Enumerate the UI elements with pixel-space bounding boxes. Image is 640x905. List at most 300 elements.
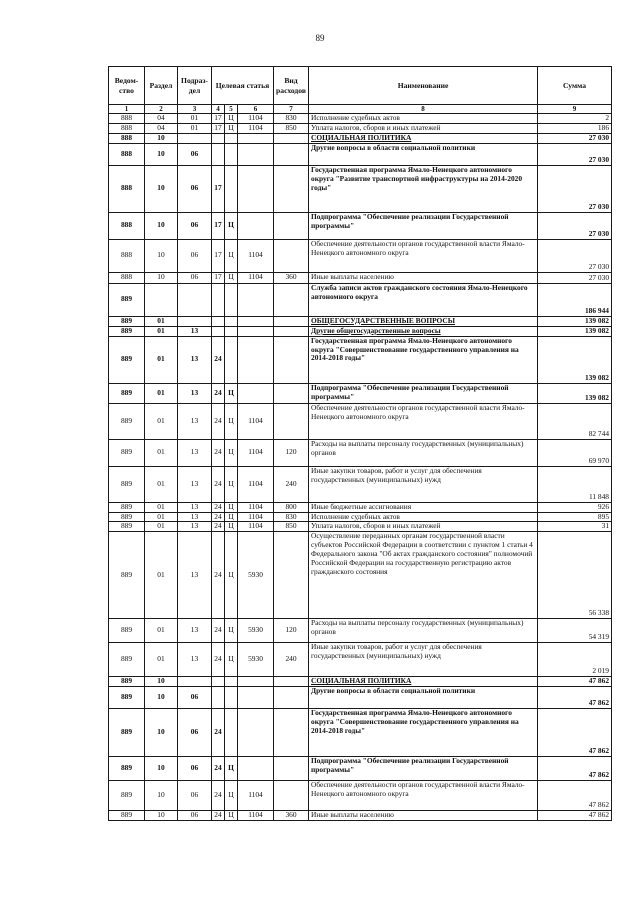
table-row xyxy=(109,466,612,502)
column-number: 5 xyxy=(225,105,238,114)
table-row xyxy=(109,114,612,124)
cell-razdel: 01 xyxy=(145,383,178,403)
table-row xyxy=(109,677,612,687)
cell-vid-rashodov: 120 xyxy=(274,619,309,643)
cell-podrazdel: 13 xyxy=(178,502,212,512)
cell-summa: 27 030 xyxy=(538,212,612,239)
cell-program: 17 xyxy=(212,114,225,124)
cell-vedomstvo: 889 xyxy=(109,403,145,439)
cell-direction: 1104 xyxy=(238,811,274,821)
cell-podrazdel: 01 xyxy=(178,123,212,133)
header-razdel: Раздел xyxy=(145,67,178,105)
cell-subprogram: Ц xyxy=(225,403,238,439)
cell-razdel: 01 xyxy=(145,512,178,522)
cell-podrazdel: 06 xyxy=(178,687,212,709)
table-row xyxy=(109,403,612,439)
cell-vid-rashodov: 240 xyxy=(274,643,309,677)
cell-vid-rashodov xyxy=(274,677,309,687)
cell-summa: 139 082 xyxy=(538,316,612,326)
cell-naimenovanie: Расходы на выплаты персоналу государственных (муниципальных) органов xyxy=(309,619,538,643)
cell-program: 24 xyxy=(212,502,225,512)
cell-podrazdel xyxy=(178,283,212,316)
cell-razdel: 01 xyxy=(145,466,178,502)
table-row xyxy=(109,619,612,643)
cell-program: 24 xyxy=(212,532,225,619)
cell-program: 24 xyxy=(212,781,225,811)
header-summa: Сумма xyxy=(538,67,612,105)
header-naimenovanie: Наименование xyxy=(309,67,538,105)
table-row xyxy=(109,283,612,316)
column-number: 3 xyxy=(178,105,212,114)
cell-naimenovanie: СОЦИАЛЬНАЯ ПОЛИТИКА xyxy=(309,133,538,143)
cell-program: 17 xyxy=(212,239,225,272)
cell-podrazdel: 06 xyxy=(178,709,212,757)
cell-subprogram: Ц xyxy=(225,522,238,532)
cell-program: 17 xyxy=(212,272,225,283)
cell-vedomstvo: 888 xyxy=(109,165,145,212)
cell-summa: 27 030 xyxy=(538,165,612,212)
cell-razdel: 10 xyxy=(145,677,178,687)
cell-vedomstvo: 888 xyxy=(109,239,145,272)
cell-vid-rashodov: 240 xyxy=(274,466,309,502)
cell-direction xyxy=(238,383,274,403)
cell-vid-rashodov: 120 xyxy=(274,439,309,466)
cell-summa: 11 848 xyxy=(538,466,612,502)
cell-direction: 5930 xyxy=(238,619,274,643)
table-row xyxy=(109,687,612,709)
cell-vedomstvo: 889 xyxy=(109,643,145,677)
table-row xyxy=(109,757,612,781)
cell-summa: 47 862 xyxy=(538,687,612,709)
cell-direction: 1104 xyxy=(238,781,274,811)
cell-razdel: 10 xyxy=(145,687,178,709)
table-row xyxy=(109,133,612,143)
cell-vid-rashodov xyxy=(274,757,309,781)
cell-subprogram: Ц xyxy=(225,212,238,239)
column-number-row xyxy=(109,105,612,114)
cell-razdel: 10 xyxy=(145,272,178,283)
cell-direction xyxy=(238,133,274,143)
cell-program xyxy=(212,316,225,326)
cell-razdel: 10 xyxy=(145,709,178,757)
cell-subprogram: Ц xyxy=(225,532,238,619)
cell-subprogram: Ц xyxy=(225,781,238,811)
cell-podrazdel: 13 xyxy=(178,512,212,522)
cell-razdel: 10 xyxy=(145,143,178,165)
table-row xyxy=(109,212,612,239)
cell-razdel: 01 xyxy=(145,522,178,532)
cell-summa: 926 xyxy=(538,502,612,512)
cell-program: 24 xyxy=(212,709,225,757)
cell-vedomstvo: 889 xyxy=(109,781,145,811)
cell-direction xyxy=(238,336,274,383)
cell-vid-rashodov xyxy=(274,383,309,403)
cell-vid-rashodov xyxy=(274,165,309,212)
cell-vedomstvo: 889 xyxy=(109,512,145,522)
cell-summa: 47 862 xyxy=(538,781,612,811)
cell-naimenovanie: Уплата налогов, сборов и иных платежей xyxy=(309,123,538,133)
cell-direction: 1104 xyxy=(238,439,274,466)
cell-summa: 47 862 xyxy=(538,677,612,687)
header-row xyxy=(109,67,612,105)
cell-direction xyxy=(238,143,274,165)
cell-direction: 1104 xyxy=(238,522,274,532)
header-vid-rashodov: Вид расходов xyxy=(274,67,309,105)
column-number: 8 xyxy=(309,105,538,114)
cell-vid-rashodov xyxy=(274,326,309,336)
cell-summa: 2 019 xyxy=(538,643,612,677)
cell-program: 17 xyxy=(212,212,225,239)
cell-program: 24 xyxy=(212,522,225,532)
cell-program xyxy=(212,687,225,709)
cell-summa: 69 970 xyxy=(538,439,612,466)
cell-direction: 1104 xyxy=(238,466,274,502)
cell-vedomstvo: 889 xyxy=(109,383,145,403)
cell-razdel: 10 xyxy=(145,757,178,781)
cell-podrazdel: 13 xyxy=(178,522,212,532)
cell-razdel: 10 xyxy=(145,165,178,212)
cell-vid-rashodov xyxy=(274,239,309,272)
cell-summa: 186 944 xyxy=(538,283,612,316)
cell-vedomstvo: 889 xyxy=(109,757,145,781)
cell-program xyxy=(212,143,225,165)
cell-summa: 82 744 xyxy=(538,403,612,439)
cell-program: 24 xyxy=(212,466,225,502)
cell-naimenovanie: Уплата налогов, сборов и иных платежей xyxy=(309,522,538,532)
cell-vedomstvo: 888 xyxy=(109,123,145,133)
cell-vid-rashodov xyxy=(274,336,309,383)
table-row xyxy=(109,123,612,133)
cell-naimenovanie: Исполнение судебных актов xyxy=(309,512,538,522)
cell-vedomstvo: 889 xyxy=(109,709,145,757)
cell-direction: 1104 xyxy=(238,272,274,283)
cell-vid-rashodov xyxy=(274,403,309,439)
cell-vid-rashodov xyxy=(274,532,309,619)
cell-naimenovanie: ОБЩЕГОСУДАРСТВЕННЫЕ ВОПРОСЫ xyxy=(309,316,538,326)
cell-summa: 139 082 xyxy=(538,326,612,336)
cell-subprogram xyxy=(225,133,238,143)
cell-vedomstvo: 889 xyxy=(109,439,145,466)
cell-razdel: 01 xyxy=(145,619,178,643)
cell-subprogram: Ц xyxy=(225,383,238,403)
cell-vedomstvo: 889 xyxy=(109,677,145,687)
cell-program: 17 xyxy=(212,165,225,212)
cell-summa: 54 319 xyxy=(538,619,612,643)
cell-program: 17 xyxy=(212,123,225,133)
cell-vedomstvo: 888 xyxy=(109,143,145,165)
table-row xyxy=(109,316,612,326)
header-vedomstvo: Ведом-ство xyxy=(109,67,145,105)
cell-summa: 186 xyxy=(538,123,612,133)
cell-vedomstvo: 888 xyxy=(109,272,145,283)
table-row xyxy=(109,643,612,677)
cell-subprogram: Ц xyxy=(225,643,238,677)
cell-program xyxy=(212,326,225,336)
cell-podrazdel: 06 xyxy=(178,239,212,272)
cell-direction xyxy=(238,212,274,239)
cell-vedomstvo: 889 xyxy=(109,532,145,619)
cell-podrazdel: 13 xyxy=(178,643,212,677)
cell-subprogram: Ц xyxy=(225,757,238,781)
table-row xyxy=(109,239,612,272)
cell-program: 24 xyxy=(212,403,225,439)
cell-direction xyxy=(238,757,274,781)
cell-vid-rashodov xyxy=(274,316,309,326)
cell-direction xyxy=(238,326,274,336)
cell-vedomstvo: 889 xyxy=(109,316,145,326)
cell-razdel: 10 xyxy=(145,239,178,272)
cell-subprogram xyxy=(225,143,238,165)
cell-naimenovanie: Иные закупки товаров, работ и услуг для обеспечения государственных (муниципальных) нужд xyxy=(309,466,538,502)
table-row xyxy=(109,522,612,532)
cell-program: 24 xyxy=(212,439,225,466)
table-row xyxy=(109,165,612,212)
cell-subprogram xyxy=(225,677,238,687)
table-row xyxy=(109,383,612,403)
cell-subprogram: Ц xyxy=(225,466,238,502)
table-body xyxy=(109,114,612,821)
cell-vedomstvo: 889 xyxy=(109,522,145,532)
cell-direction xyxy=(238,709,274,757)
cell-naimenovanie: Иные бюджетные ассигнования xyxy=(309,502,538,512)
cell-podrazdel: 06 xyxy=(178,272,212,283)
cell-vid-rashodov xyxy=(274,133,309,143)
cell-naimenovanie: Другие общегосударственные вопросы xyxy=(309,326,538,336)
cell-vedomstvo: 889 xyxy=(109,466,145,502)
column-number: 6 xyxy=(238,105,274,114)
cell-summa: 27 030 xyxy=(538,239,612,272)
cell-razdel: 01 xyxy=(145,326,178,336)
cell-summa: 139 082 xyxy=(538,383,612,403)
cell-vid-rashodov xyxy=(274,212,309,239)
cell-vid-rashodov xyxy=(274,143,309,165)
table-row xyxy=(109,439,612,466)
cell-vedomstvo: 889 xyxy=(109,811,145,821)
cell-subprogram xyxy=(225,336,238,383)
cell-podrazdel: 06 xyxy=(178,143,212,165)
cell-razdel xyxy=(145,283,178,316)
cell-podrazdel xyxy=(178,316,212,326)
cell-program: 24 xyxy=(212,512,225,522)
cell-vedomstvo: 889 xyxy=(109,502,145,512)
cell-podrazdel: 06 xyxy=(178,781,212,811)
cell-vedomstvo: 888 xyxy=(109,212,145,239)
cell-podrazdel: 13 xyxy=(178,326,212,336)
cell-subprogram: Ц xyxy=(225,502,238,512)
cell-subprogram: Ц xyxy=(225,811,238,821)
column-number: 4 xyxy=(212,105,225,114)
cell-podrazdel: 06 xyxy=(178,212,212,239)
cell-subprogram: Ц xyxy=(225,512,238,522)
cell-vid-rashodov: 360 xyxy=(274,272,309,283)
column-number: 9 xyxy=(538,105,612,114)
cell-direction xyxy=(238,677,274,687)
cell-naimenovanie: Подпрограмма "Обеспечение реализации Государственной программы" xyxy=(309,383,538,403)
cell-summa: 47 862 xyxy=(538,757,612,781)
cell-vid-rashodov xyxy=(274,283,309,316)
cell-razdel: 01 xyxy=(145,336,178,383)
cell-direction: 5930 xyxy=(238,643,274,677)
page-number: 89 xyxy=(315,33,325,43)
cell-naimenovanie: Иные выплаты населению xyxy=(309,272,538,283)
table-row xyxy=(109,512,612,522)
table-row xyxy=(109,326,612,336)
cell-naimenovanie: Государственная программа Ямало-Ненецкого автономного округа "Развитие транспортной инфраструктуры на 2014-2020 годы" xyxy=(309,165,538,212)
cell-naimenovanie: Иные закупки товаров, работ и услуг для обеспечения государственных (муниципальных) нужд xyxy=(309,643,538,677)
cell-direction: 1104 xyxy=(238,239,274,272)
cell-razdel: 10 xyxy=(145,781,178,811)
cell-direction: 1104 xyxy=(238,403,274,439)
cell-vid-rashodov: 360 xyxy=(274,811,309,821)
cell-summa: 27 030 xyxy=(538,143,612,165)
cell-subprogram: Ц xyxy=(225,439,238,466)
cell-direction: 1104 xyxy=(238,502,274,512)
cell-vedomstvo: 888 xyxy=(109,133,145,143)
cell-summa: 31 xyxy=(538,522,612,532)
cell-direction: 1104 xyxy=(238,512,274,522)
cell-direction xyxy=(238,687,274,709)
cell-naimenovanie: Обеспечение деятельности органов государственной власти Ямало-Ненецкого автономного округа xyxy=(309,781,538,811)
cell-razdel: 04 xyxy=(145,114,178,124)
cell-razdel: 01 xyxy=(145,643,178,677)
cell-naimenovanie: Государственная программа Ямало-Ненецкого автономного округа "Совершенствование государственного управления на 2014-2018 годы" xyxy=(309,336,538,383)
cell-vid-rashodov xyxy=(274,709,309,757)
cell-naimenovanie: Подпрограмма "Обеспечение реализации Государственной программы" xyxy=(309,757,538,781)
cell-program: 24 xyxy=(212,336,225,383)
cell-razdel: 01 xyxy=(145,502,178,512)
cell-vedomstvo: 889 xyxy=(109,336,145,383)
cell-direction: 1104 xyxy=(238,123,274,133)
cell-podrazdel: 13 xyxy=(178,532,212,619)
cell-podrazdel xyxy=(178,677,212,687)
cell-naimenovanie: Служба записи актов гражданского состояния Ямало-Ненецкого автономного округа xyxy=(309,283,538,316)
cell-naimenovanie: Подпрограмма "Обеспечение реализации Государственной программы" xyxy=(309,212,538,239)
cell-vedomstvo: 888 xyxy=(109,114,145,124)
cell-vid-rashodov: 850 xyxy=(274,522,309,532)
column-number: 2 xyxy=(145,105,178,114)
cell-program: 24 xyxy=(212,383,225,403)
cell-vid-rashodov xyxy=(274,781,309,811)
cell-program xyxy=(212,677,225,687)
cell-vid-rashodov: 830 xyxy=(274,114,309,124)
column-number: 7 xyxy=(274,105,309,114)
cell-podrazdel xyxy=(178,133,212,143)
cell-subprogram: Ц xyxy=(225,619,238,643)
cell-subprogram xyxy=(225,283,238,316)
cell-vid-rashodov: 850 xyxy=(274,123,309,133)
cell-subprogram xyxy=(225,687,238,709)
cell-razdel: 04 xyxy=(145,123,178,133)
cell-summa: 27 030 xyxy=(538,133,612,143)
cell-podrazdel: 06 xyxy=(178,811,212,821)
cell-naimenovanie: Расходы на выплаты персоналу государственных (муниципальных) органов xyxy=(309,439,538,466)
header-celevaya-statya: Целевая статья xyxy=(212,67,274,105)
cell-podrazdel: 13 xyxy=(178,439,212,466)
cell-razdel: 01 xyxy=(145,532,178,619)
cell-subprogram: Ц xyxy=(225,114,238,124)
cell-naimenovanie: Другие вопросы в области социальной политики xyxy=(309,687,538,709)
cell-vid-rashodov: 830 xyxy=(274,512,309,522)
cell-razdel: 01 xyxy=(145,439,178,466)
cell-vedomstvo: 889 xyxy=(109,687,145,709)
cell-program xyxy=(212,133,225,143)
cell-naimenovanie: СОЦИАЛЬНАЯ ПОЛИТИКА xyxy=(309,677,538,687)
cell-summa: 27 030 xyxy=(538,272,612,283)
table-row xyxy=(109,811,612,821)
table-row xyxy=(109,709,612,757)
cell-podrazdel: 13 xyxy=(178,619,212,643)
cell-program: 24 xyxy=(212,757,225,781)
cell-summa: 2 xyxy=(538,114,612,124)
cell-direction: 1104 xyxy=(238,114,274,124)
cell-summa: 47 862 xyxy=(538,811,612,821)
cell-razdel: 01 xyxy=(145,403,178,439)
cell-program: 24 xyxy=(212,643,225,677)
cell-vedomstvo: 889 xyxy=(109,619,145,643)
cell-program: 24 xyxy=(212,811,225,821)
cell-razdel: 01 xyxy=(145,316,178,326)
cell-podrazdel: 06 xyxy=(178,165,212,212)
cell-naimenovanie: Государственная программа Ямало-Ненецкого автономного округа "Совершенствование государственного управления на 2014-2018 годы" xyxy=(309,709,538,757)
cell-subprogram xyxy=(225,165,238,212)
table-row xyxy=(109,336,612,383)
cell-podrazdel: 06 xyxy=(178,757,212,781)
cell-vid-rashodov xyxy=(274,687,309,709)
cell-subprogram xyxy=(225,316,238,326)
table-row xyxy=(109,781,612,811)
cell-vedomstvo: 889 xyxy=(109,326,145,336)
table-row xyxy=(109,532,612,619)
cell-razdel: 10 xyxy=(145,811,178,821)
cell-naimenovanie: Обеспечение деятельности органов государственной власти Ямало-Ненецкого автономного округа xyxy=(309,239,538,272)
cell-subprogram: Ц xyxy=(225,123,238,133)
cell-vid-rashodov: 800 xyxy=(274,502,309,512)
cell-razdel: 10 xyxy=(145,133,178,143)
cell-vedomstvo: 889 xyxy=(109,283,145,316)
cell-naimenovanie: Обеспечение деятельности органов государственной власти Ямало-Ненецкого автономного округа xyxy=(309,403,538,439)
cell-podrazdel: 01 xyxy=(178,114,212,124)
cell-program xyxy=(212,283,225,316)
cell-podrazdel: 13 xyxy=(178,336,212,383)
cell-summa: 47 862 xyxy=(538,709,612,757)
cell-summa: 56 338 xyxy=(538,532,612,619)
cell-podrazdel: 13 xyxy=(178,403,212,439)
cell-naimenovanie: Иные выплаты населению xyxy=(309,811,538,821)
cell-podrazdel: 13 xyxy=(178,466,212,502)
cell-naimenovanie: Осуществление переданных органам государственной власти субъектов Российской Федерации в соответствии с пунктом 1 статьи 4 Федерального закона "Об актах гражданского состояния" полномочий Российской Федерации на государственную регистрацию актов гражданского состояния xyxy=(309,532,538,619)
table-row xyxy=(109,502,612,512)
column-number: 1 xyxy=(109,105,145,114)
cell-subprogram: Ц xyxy=(225,272,238,283)
cell-direction xyxy=(238,316,274,326)
cell-subprogram: Ц xyxy=(225,239,238,272)
header-podrazdel: Подраз-дел xyxy=(178,67,212,105)
cell-naimenovanie: Другие вопросы в области социальной политики xyxy=(309,143,538,165)
cell-direction xyxy=(238,165,274,212)
cell-direction: 5930 xyxy=(238,532,274,619)
budget-table xyxy=(108,66,612,821)
cell-direction xyxy=(238,283,274,316)
cell-naimenovanie: Исполнение судебных актов xyxy=(309,114,538,124)
table-row xyxy=(109,272,612,283)
cell-summa: 139 082 xyxy=(538,336,612,383)
cell-razdel: 10 xyxy=(145,212,178,239)
cell-subprogram xyxy=(225,709,238,757)
table-row xyxy=(109,143,612,165)
cell-summa: 895 xyxy=(538,512,612,522)
cell-program: 24 xyxy=(212,619,225,643)
cell-podrazdel: 13 xyxy=(178,383,212,403)
